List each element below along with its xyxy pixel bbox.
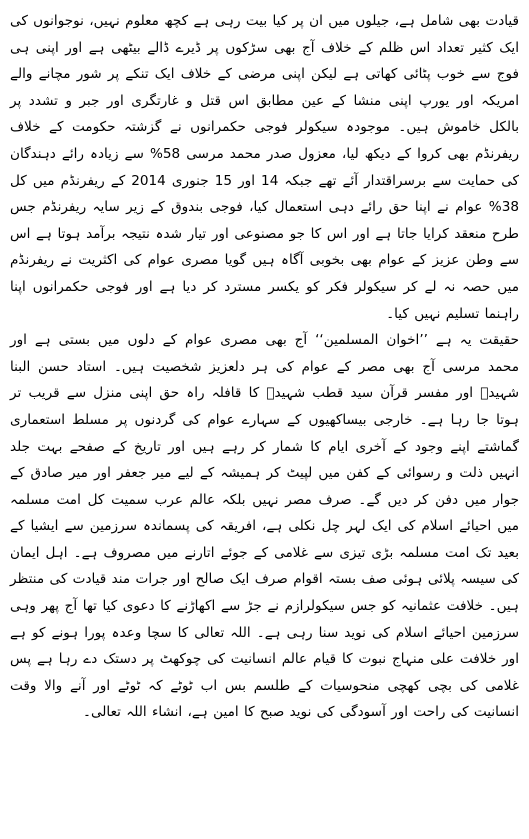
article-paragraph-2: حقیقت یہ ہے ’’اخوان المسلمین‘‘ آج بھی مصری عوام کے دلوں میں بستی ہے اور محمد مرسی آج بھی مصر کے عوام کی ہر دلعزیز شخصیت ہیں۔ استاد حسن البنا شہیدؒ اور مفسر قرآن سید قطب شہیدؒ کا قافلہ راہ حق اپنی منزل سے قریب تر ہوتا جا رہا ہے۔ خارجی بیساکھیوں کے سہارے عوام کی گردنوں پر مسلط استعماری گماشتے اپنے وجود کے آخری ایام کا شمار کر رہے ہیں اور تاریخ کے صفحے بہت جلد انہیں ذلت و رسوائی کے کفن میں لپیٹ کر ہمیشہ کے لیے میر جعفر اور میر صادق کے جوار میں دفن کر دیں گے۔ صرف مصر نہیں بلکہ عالم عرب سمیت کل امت مسلمہ میں احیائے اسلام کی ایک لہر چل نکلی ہے، افریقہ کی پسماندہ سرزمین سے ایشیا کے بعید تک امت مسلمہ بڑی تیزی سے غلامی کے جوئے اتارنے میں مصروف ہے۔ اہل ایمان کی سیسہ پلائی ہوئی صف بستہ اقوام صرف ایک صالح اور جرات مند قیادت کی منتظر ہیں۔ خلافت عثمانیہ کو جس سیکولرازم نے جڑ سے اکھاڑنے کا دعوی کیا تھا آج پھر وہی سرزمین احیائے اسلام کی نوید سنا رہی ہے۔ اللہ تعالی کا سچا وعدہ پورا ہونے کو ہے اور خلافت علی منہاج نبوت کا قیام عالم انسانیت کی چوکھٹ پر دستک دے رہا ہے پس غلامی کی بچی کھچی منحوسیات کے طلسم بس اب ٹوٹے کہ ٹوٹے اور آنے والا وقت انسانیت کی راحت اور آسودگی کی نوید صبح کا امین ہے، انشاء اللہ تعالی۔ (10, 332, 519, 721)
article-paragraph-1: قیادت بھی شامل ہے، جیلوں میں ان پر کیا بیت رہی ہے کچھ معلوم نہیں، نوجوانوں کی ایک کثیر تعداد اس ظلم کے خلاف آج بھی سڑکوں پر ڈیرے ڈالے بیٹھی ہے اور اپنی ہی فوج سے خوب پٹائی کھاتی ہے لیکن اپنی مرضی کے خلاف ایک تنکے پر شور مچانے والے امریکہ اور یورپ اپنی منشا کے عین مطابق اس قتل و غارتگری اور جبر و تشدد پر بالکل خاموش ہیں۔ موجودہ سیکولر فوجی حکمرانوں نے گزشتہ حکومت کے خلاف ریفرنڈم بھی کروا کے دیکھ لیا، معزول صدر محمد مرسی 58% سے زیادہ رائے دہندگان کی حمایت سے برسراقتدار آئے تھے جبکہ 14 اور 15 جنوری 2014 کے ریفرنڈم میں کل 38% عوام نے اپنا حق رائے دہی استعمال کیا، فوجی بندوق کے زیر سایہ ریفرنڈم جس طرح منعقد کرایا جاتا ہے اور اس کا جو مصنوعی اور تیار شدہ نتیجہ برآمد ہوتا ہے اس سے وطن عزیز کے عوام بھی بخوبی آگاہ ہیں گویا مصری عوام کی اکثریت نے ریفرنڈم میں حصہ نہ لے کر سیکولر فکر کو یکسر مسترد کر دیا ہے اور فوجی حکمرانوں اپنا راہنما تسلیم نہیں کیا۔ (10, 13, 520, 322)
